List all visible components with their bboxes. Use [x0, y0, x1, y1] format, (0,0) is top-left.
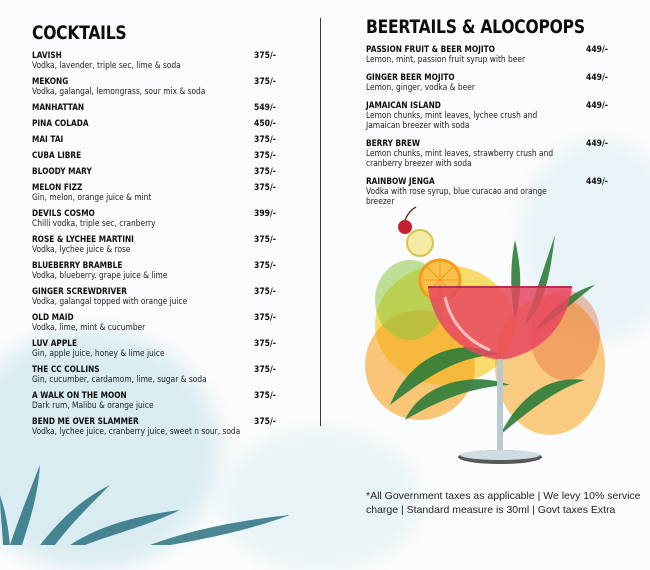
menu-item: [32, 167, 290, 177]
menu-item-price: 449/-: [586, 101, 608, 111]
menu-item-price: 449/-: [586, 73, 608, 83]
menu-item-price: 375/-: [254, 151, 276, 161]
menu-item-name: MAI TAI: [32, 135, 64, 145]
menu-item: [32, 209, 290, 229]
menu-item-name: BLOODY MARY: [32, 167, 92, 177]
menu-item: [32, 313, 290, 333]
menu-item-name: JAMAICAN ISLAND: [366, 101, 441, 111]
menu-item-description: Lemon, mint, passion fruit syrup with beer: [366, 55, 526, 65]
menu-item-description: Vodka with rose syrup, blue curacao and orange breezer: [366, 187, 547, 207]
menu-item-name: PINA COLADA: [32, 119, 89, 129]
menu-item-name: OLD MAID: [32, 313, 74, 323]
menu-item-name: GINGER BEER MOJITO: [366, 73, 455, 83]
beertails-section: [366, 16, 626, 215]
menu-item-name: CUBA LIBRE: [32, 151, 82, 161]
menu-item: [366, 177, 626, 207]
menu-item-description: Gin, cucumber, cardamom, lime, sugar & soda: [32, 375, 207, 385]
menu-item-description: Chilli vodka, triple sec, cranberry: [32, 219, 156, 229]
menu-item: [32, 151, 290, 161]
menu-item-price: 375/-: [254, 391, 276, 401]
menu-item-description: Dark rum, Malibu & orange juice: [32, 401, 154, 411]
menu-item: [32, 183, 290, 203]
menu-item-name: LUV APPLE: [32, 339, 77, 349]
menu-item-price: 375/-: [254, 183, 276, 193]
menu-item-price: 449/-: [586, 45, 608, 55]
menu-item-description: Vodka, lychee juice & rose: [32, 245, 131, 255]
menu-item: [32, 135, 290, 145]
menu-item-name: A WALK ON THE MOON: [32, 391, 127, 401]
menu-item: [32, 261, 290, 281]
menu-item: [32, 339, 290, 359]
cocktails-heading: COCKTAILS: [32, 22, 127, 44]
menu-item: [32, 417, 290, 437]
menu-item-price: 375/-: [254, 167, 276, 177]
palm-frond-decoration: [0, 435, 340, 545]
menu-item-description: Gin, apple juice, honey & lime juice: [32, 349, 165, 359]
beertails-heading: BEERTAILS & ALOCOPOPS: [366, 16, 585, 38]
cocktails-section: [32, 22, 290, 443]
menu-item-description: Vodka, lavender, triple sec, lime & soda: [32, 61, 181, 71]
menu-item-price: 375/-: [254, 287, 276, 297]
menu-item-price: 375/-: [254, 261, 276, 271]
menu-item-price: 449/-: [586, 177, 608, 187]
menu-item: [366, 101, 626, 131]
menu-item-description: Vodka, blueberry. grape juice & lime: [32, 271, 168, 281]
menu-item-price: 375/-: [254, 51, 276, 61]
menu-item-price: 375/-: [254, 135, 276, 145]
menu-item-price: 399/-: [254, 209, 276, 219]
menu-item-description: Lemon chunks, mint leaves, lychee crush and Jamaican breezer with soda: [366, 111, 538, 131]
menu-item-price: 375/-: [254, 417, 276, 427]
menu-item-description: Vodka, lime, mint & cucumber: [32, 323, 146, 333]
menu-item: [32, 235, 290, 255]
cocktails-list: [32, 51, 290, 437]
menu-item-description: Gin, melon, orange juice & mint: [32, 193, 152, 203]
menu-item-price: 449/-: [586, 139, 608, 149]
cocktail-glass-illustration: [350, 205, 610, 485]
menu-item-price: 549/-: [254, 103, 276, 113]
menu-item: [32, 103, 290, 113]
menu-item-price: 450/-: [254, 119, 276, 129]
menu-item-name: MEKONG: [32, 77, 69, 87]
menu-item-name: DEVILS COSMO: [32, 209, 95, 219]
menu-item: [32, 77, 290, 97]
menu-item-name: THE CC COLLINS: [32, 365, 100, 375]
menu-item-price: 375/-: [254, 365, 276, 375]
menu-item: [366, 45, 626, 65]
column-divider: [320, 18, 321, 426]
menu-item-description: Vodka, galangal topped with orange juice: [32, 297, 188, 307]
menu-item-description: Vodka, galangal, lemongrass, sour mix & soda: [32, 87, 206, 97]
tax-note: *All Government taxes as applicable | We levy 10% service charge | Standard measure is 30ml | Govt taxes Extra: [366, 490, 641, 516]
menu-item: [366, 139, 626, 169]
menu-item-description: Lemon chunks, mint leaves, strawberry crush and cranberry breezer with soda: [366, 149, 554, 169]
menu-item: [32, 51, 290, 71]
menu-item-name: BLUEBERRY BRAMBLE: [32, 261, 123, 271]
menu-item-description: Vodka, lychee juice, cranberry juice, sweet n sour, soda: [32, 427, 241, 437]
menu-item-name: BEND ME OVER SLAMMER: [32, 417, 139, 427]
menu-item: [32, 365, 290, 385]
menu-item-name: GINGER SCREWDRIVER: [32, 287, 127, 297]
menu-item-name: MELON FIZZ: [32, 183, 83, 193]
menu-item-name: RAINBOW JENGA: [366, 177, 435, 187]
menu-item-name: ROSE & LYCHEE MARTINI: [32, 235, 134, 245]
menu-item-name: MANHATTAN: [32, 103, 85, 113]
menu-item: [32, 119, 290, 129]
menu-item: [366, 73, 626, 93]
menu-item-name: PASSION FRUIT & BEER MOJITO: [366, 45, 495, 55]
menu-item: [32, 391, 290, 411]
menu-item: [32, 287, 290, 307]
menu-item-price: 375/-: [254, 313, 276, 323]
menu-item-name: BERRY BREW: [366, 139, 421, 149]
menu-item-price: 375/-: [254, 235, 276, 245]
beertails-list: [366, 45, 626, 207]
menu-item-description: Lemon, ginger, vodka & beer: [366, 83, 475, 93]
menu-item-price: 375/-: [254, 77, 276, 87]
menu-item-name: LAVISH: [32, 51, 62, 61]
menu-item-price: 375/-: [254, 339, 276, 349]
